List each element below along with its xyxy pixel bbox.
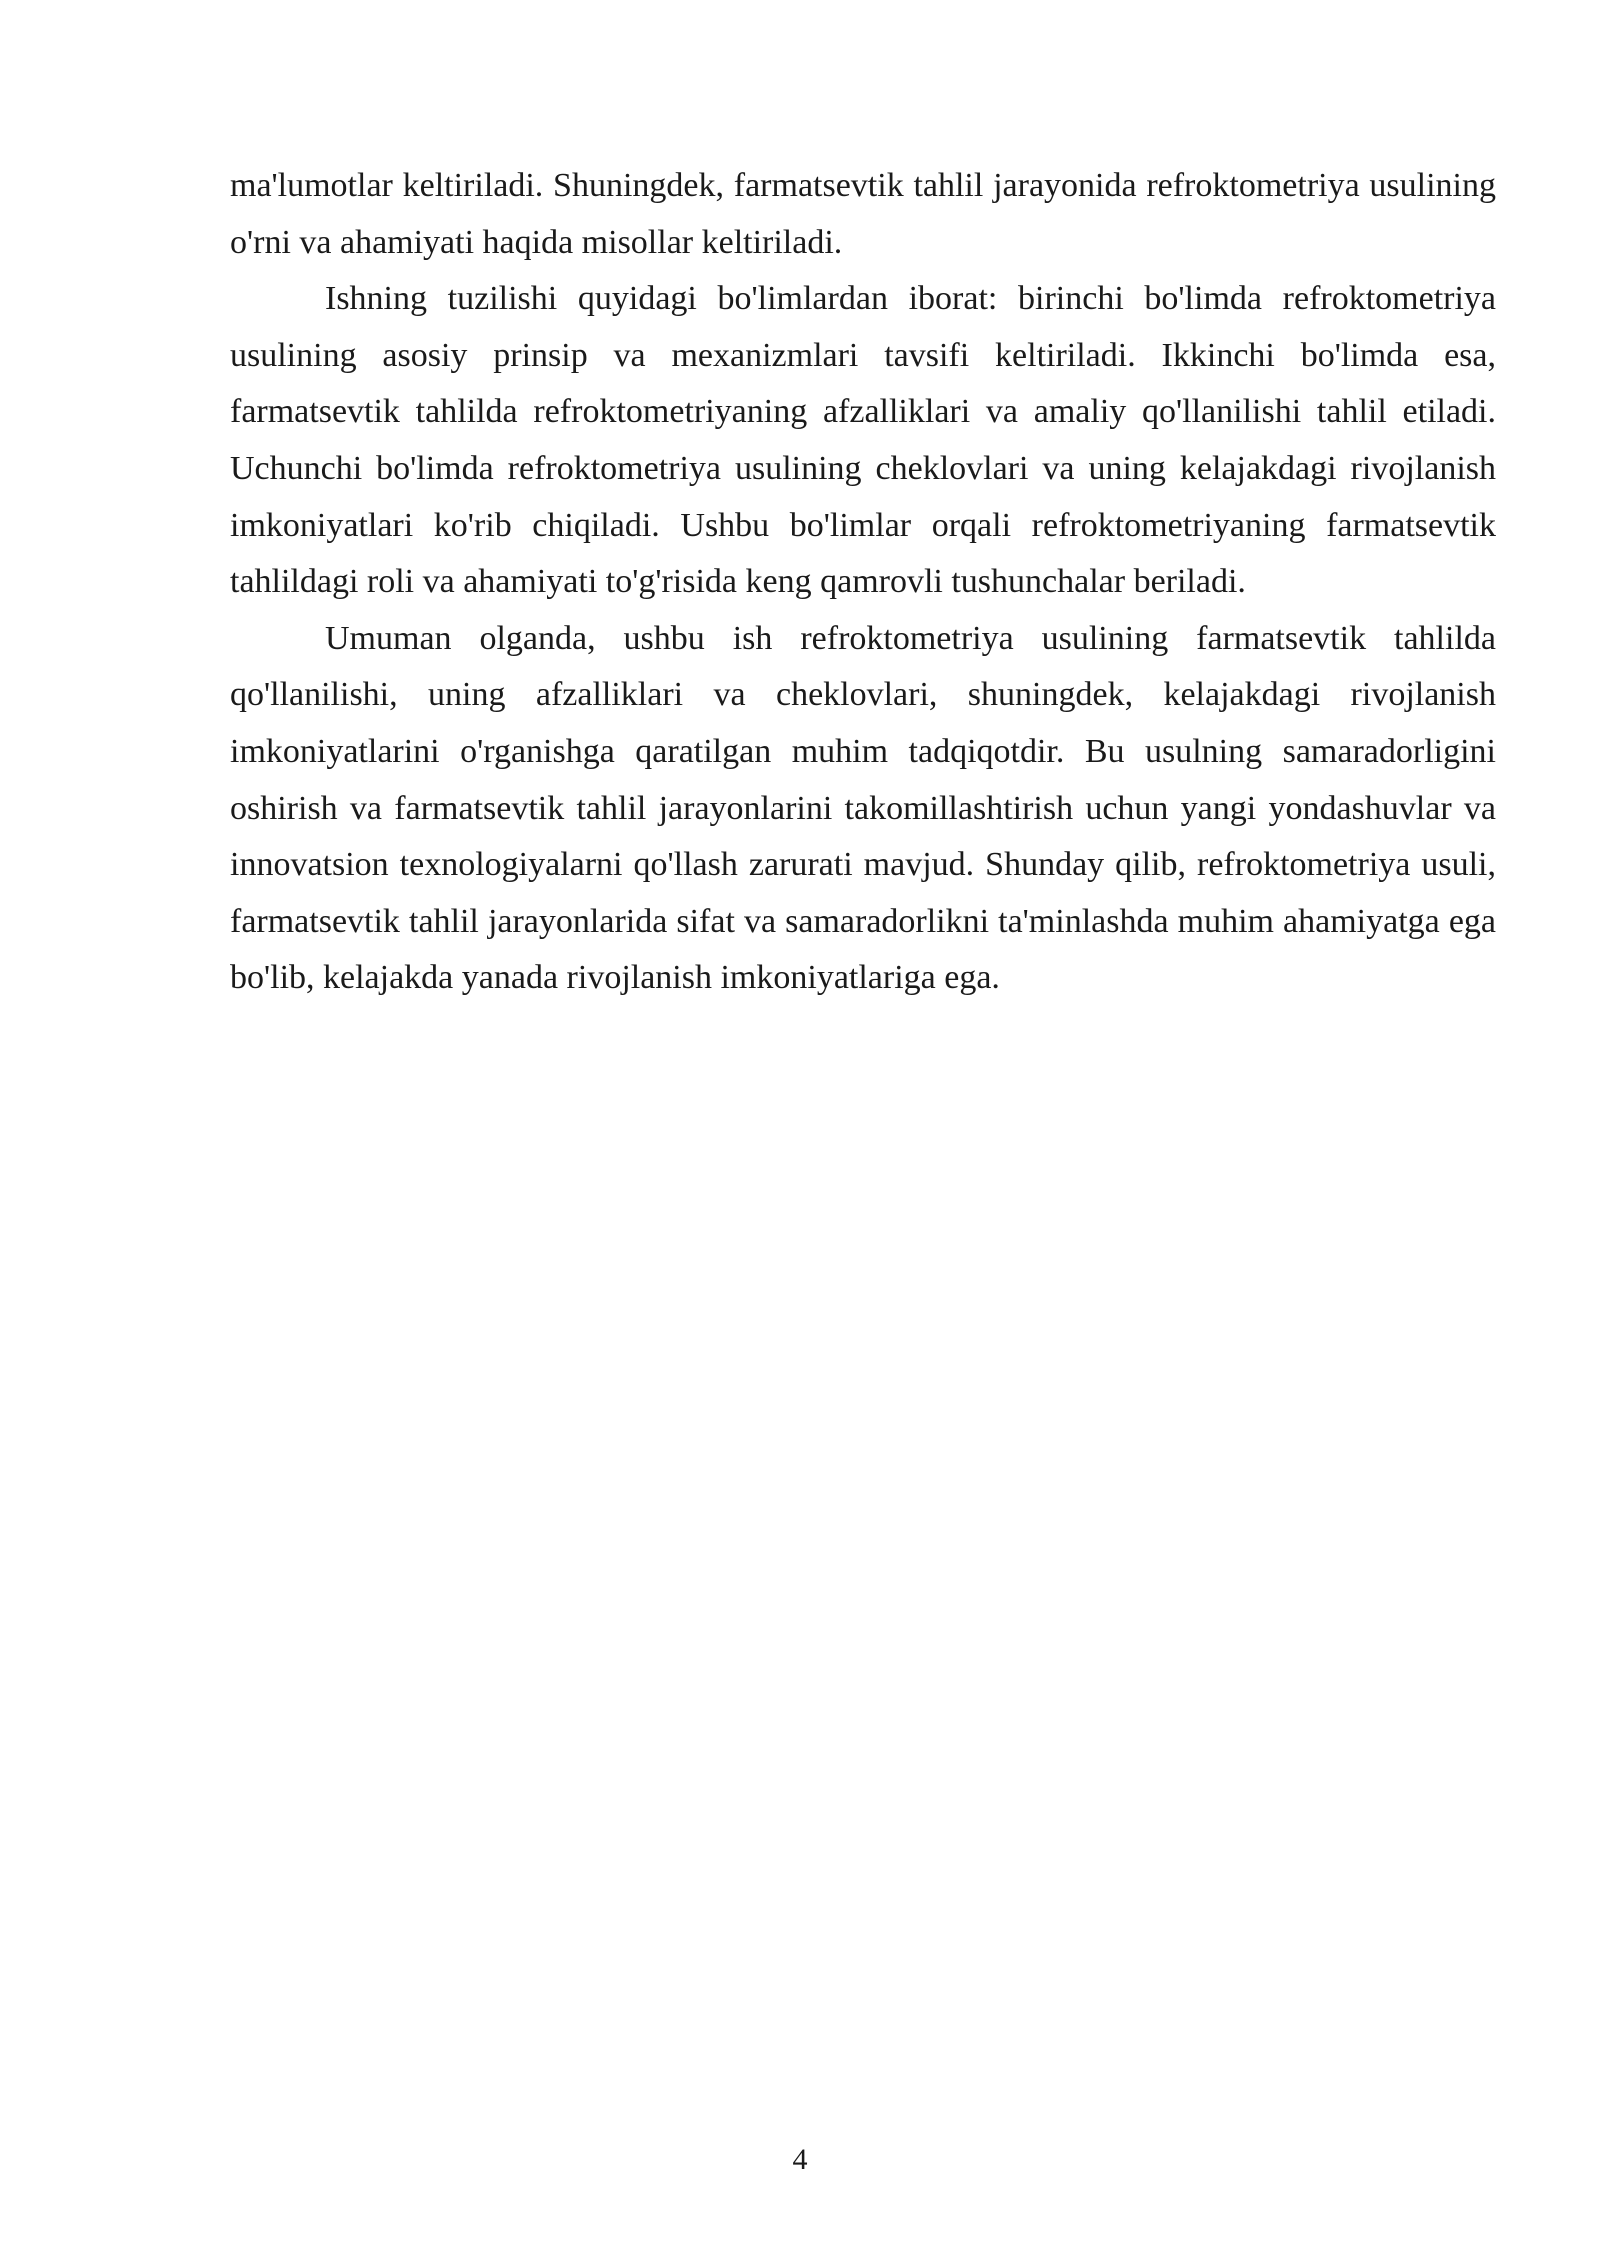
paragraph-structure: Ishning tuzilishi quyidagi bo'limlardan iborat: birinchi bo'limda refroktometriya usulining asosiy prinsip va mexanizmlari tavsifi keltiriladi. Ikkinchi bo'limda esa, farmatsevtik tahlilda refroktometriyaning afzalliklari va amaliy qo'llanilishi tahlil etiladi. Uchunchi bo'limda refroktometriya usulining cheklovlari va uning kelajakdagi rivojlanish imkoniyatlari ko'rib chiqiladi. Ushbu bo'limlar orqali refroktometriyaning farmatsevtik tahlildagi roli va ahamiyati to'g'risida keng qamrovli tushunchalar beriladi. <box>230 280 1496 601</box>
paragraph-conclusion: Umuman olganda, ushbu ish refroktometriya usulining farmatsevtik tahlilda qo'llanilishi, uning afzalliklari va cheklovlari, shuningdek, kelajakdagi rivojlanish imkoniyatlarini o'rganishga qaratilgan muhim tadqiqotdir. Bu usulning samaradorligini oshirish va farmatsevtik tahlil jarayonlarini takomillashtirish uchun yangi yondashuvlar va innovatsion texnologiyalarni qo'llash zarurati mavjud. Shunday qilib, refroktometriya usuli, farmatsevtik tahlil jarayonlarida sifat va samaradorlikni ta'minlashda muhim ahamiyatga ega bo'lib, kelajakda yanada rivojlanish imkoniyatlariga ega. <box>230 619 1496 997</box>
paragraph-continuation: ma'lumotlar keltiriladi. Shuningdek, farmatsevtik tahlil jarayonida refroktometriya usulining o'rni va ahamiyati haqida misollar keltiriladi. <box>230 167 1496 261</box>
page-number: 4 <box>792 2143 808 2176</box>
document-body <box>230 158 1496 1007</box>
